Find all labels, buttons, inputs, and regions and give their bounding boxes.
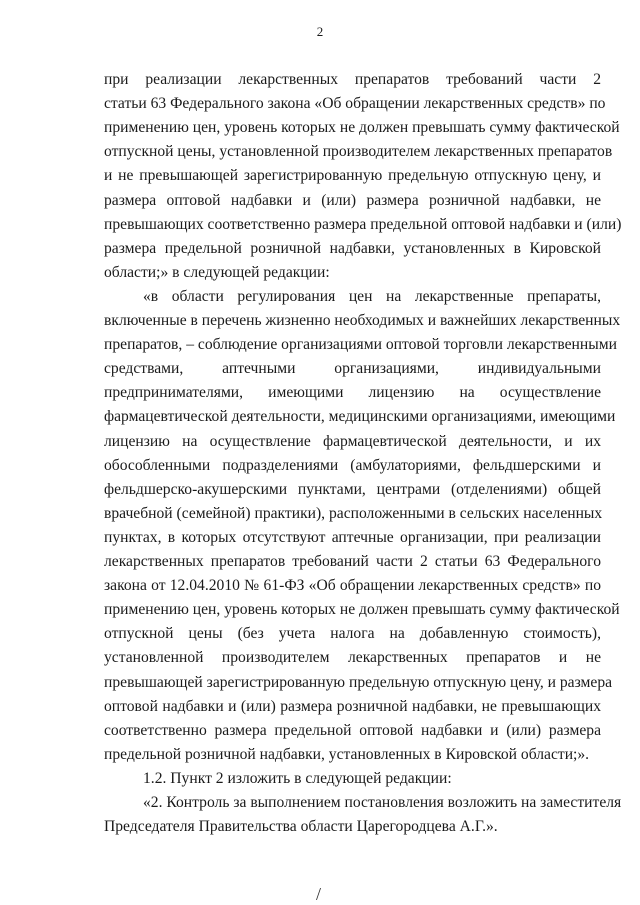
text-line: фельдшерско-акушерскими пунктами, центрами (отделениями) общей (104, 480, 601, 498)
text-line: отпускной цены (без учета налога на добавленную стоимость), (104, 625, 601, 643)
text-line: лицензию на осуществление фармацевтической деятельности, и их (104, 432, 601, 450)
text-line: предпринимателями, имеющими лицензию на осуществление (104, 384, 601, 402)
text-line: обособленными подразделениями (амбулаториями, фельдшерскими и (104, 456, 601, 474)
text-line: лекарственных препаратов требований части 2 статьи 63 Федерального (104, 553, 601, 570)
text-line: «2. Контроль за выполнением постановления возложить на заместителя (143, 794, 622, 811)
text-line: 1.2. Пункт 2 изложить в следующей редакции: (143, 769, 452, 787)
text-line: закона от 12.04.2010 № 61-ФЗ «Об обращении лекарственных средств» по (104, 577, 601, 595)
text-line: фармацевтической деятельности, медицинскими организациями, имеющими (104, 408, 616, 426)
text-line: пунктах, в которых отсутствуют аптечные организации, при реализации (104, 528, 601, 546)
text-line: оптовой надбавки и (или) размера розничной надбавки, не превышающих (104, 697, 601, 715)
text-line: препаратов, – соблюдение организациями оптовой торговли лекарственными (104, 336, 617, 354)
text-line: соответственно размера предельной оптовой надбавки и (или) размера (104, 721, 601, 739)
text-line: размера оптовой надбавки и (или) размера розничной надбавки, не (104, 191, 601, 209)
text-line: Председателя Правительства области Царегородцева А.Г.». (104, 818, 498, 836)
text-line: применению цен, уровень которых не должен превышать сумму фактической (104, 601, 620, 619)
text-line: применению цен, уровень которых не должен превышать сумму фактической (104, 119, 620, 137)
text-line: врачебной (семейной) практики), расположенными в сельских населенных (104, 504, 603, 522)
text-line: при реализации лекарственных препаратов требований части 2 (104, 71, 601, 88)
text-line: отпускной цены, установленной производителем лекарственных препаратов (104, 143, 613, 161)
text-line: превышающих соответственно размера предельной оптовой надбавки и (или) (104, 215, 622, 233)
text-line: средствами, аптечными организациями, индивидуальными (104, 360, 601, 378)
text-line: статьи 63 Федерального закона «Об обращении лекарственных средств» по (104, 95, 606, 113)
text-line: области;» в следующей редакции: (104, 263, 330, 281)
text-line: превышающей зарегистрированную предельную отпускную цену, и размера (104, 673, 613, 691)
text-line: «в области регулирования цен на лекарственные препараты, (143, 287, 601, 305)
text-line: включенные в перечень жизненно необходимых и важнейших лекарственных (104, 312, 621, 329)
text-line: предельной розничной надбавки, установленных в Кировской области;». (104, 745, 590, 763)
text-line: размера предельной розничной надбавки, установленных в Кировской (104, 239, 601, 257)
text-line: установленной производителем лекарственных препаратов и не (104, 649, 601, 667)
bottom-mark: / (316, 884, 322, 904)
page-number: 2 (316, 24, 324, 39)
text-line: и не превышающей зарегистрированную предельную отпускную цену, и (104, 167, 601, 185)
